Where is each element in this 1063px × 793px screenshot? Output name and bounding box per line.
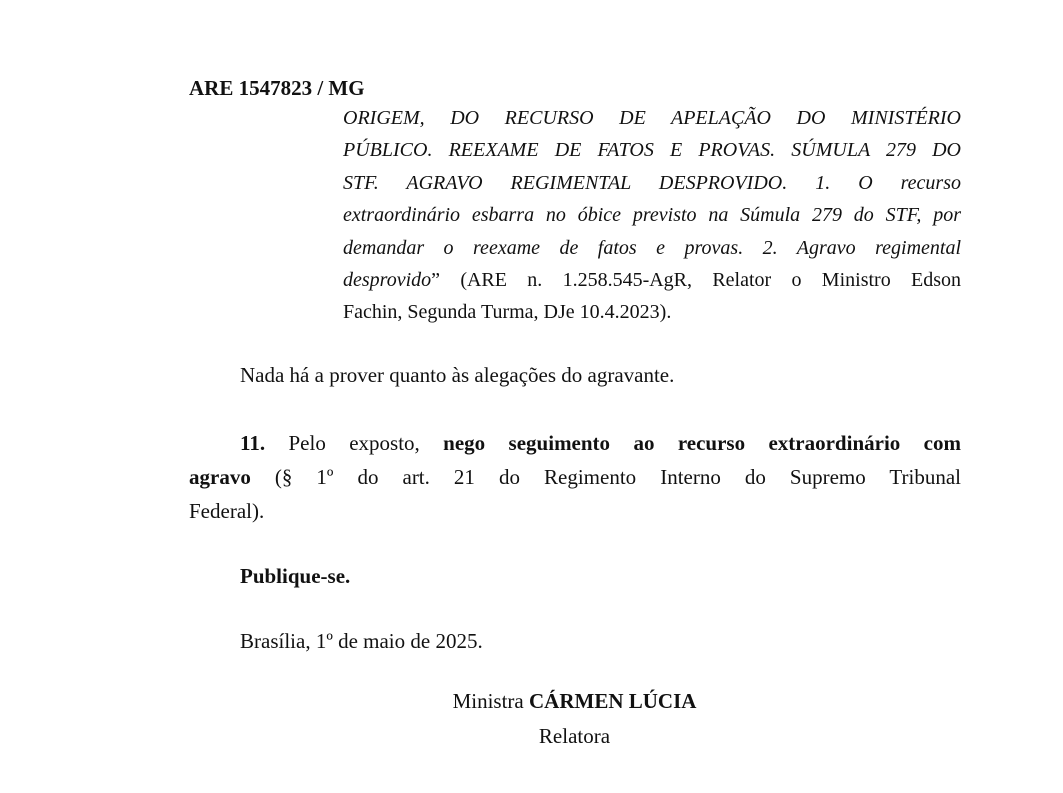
quote-line-4: extraordinário esbarra no óbice previsto na Súmula 279 do STF, por [343, 204, 961, 227]
decision-ruling-part-2: agravo [189, 465, 251, 489]
paragraph-publish [189, 559, 961, 593]
decision-ruling-part-1: nego seguimento ao recurso extraordinário com [443, 431, 961, 455]
quote-line-2: PÚBLICO. REEXAME DE FATOS E PROVAS. SÚMULA 279 DO [343, 139, 961, 162]
quote-line-1: ORIGEM, DO RECURSO DE APELAÇÃO DO MINISTÉRIO [343, 107, 961, 129]
quote-line-6-italic: desprovido [343, 269, 432, 292]
quote-line-6 [343, 264, 961, 296]
quote-line-3: STF. AGRAVO REGIMENTAL DESPROVIDO. 1. O recurso [343, 171, 961, 194]
date-place-text: Brasília, 1º de maio de 2025. [240, 629, 483, 653]
signature-title: Ministra [452, 689, 529, 713]
signature-name: CÁRMEN LÚCIA [529, 689, 697, 713]
decision-line-2 [189, 460, 961, 494]
paragraph-no-merit-text: Nada há a prover quanto às alegações do agravante. [240, 363, 675, 387]
paragraph-number: 11. [240, 431, 266, 455]
paragraph-no-merit [189, 358, 961, 392]
publish-text: Publique-se. [240, 564, 351, 588]
signature-role: Relatora [538, 724, 611, 748]
quote-line-7: Fachin, Segunda Turma, DJe 10.4.2023). [343, 301, 672, 324]
case-identifier: ARE 1547823 / MG [189, 76, 365, 100]
decision-intro: Pelo exposto, [265, 431, 444, 455]
quote-line-6-citation: ” (ARE n. 1.258.545-AgR, Relator o Ministro Edson [431, 269, 961, 292]
quote-line-5: demandar o reexame de fatos e provas. 2. Agravo regimental [343, 236, 961, 259]
quoted-precedent [343, 102, 961, 329]
paragraph-date-place [189, 624, 961, 658]
paragraph-decision [189, 426, 961, 528]
decision-line-1 [189, 426, 961, 460]
signature-name-line [43, 684, 1063, 718]
decision-legal-basis: (§ 1º do art. 21 do Regimento Interno do Supremo Tribunal [250, 465, 961, 489]
decision-line-3: Federal). [189, 499, 265, 523]
